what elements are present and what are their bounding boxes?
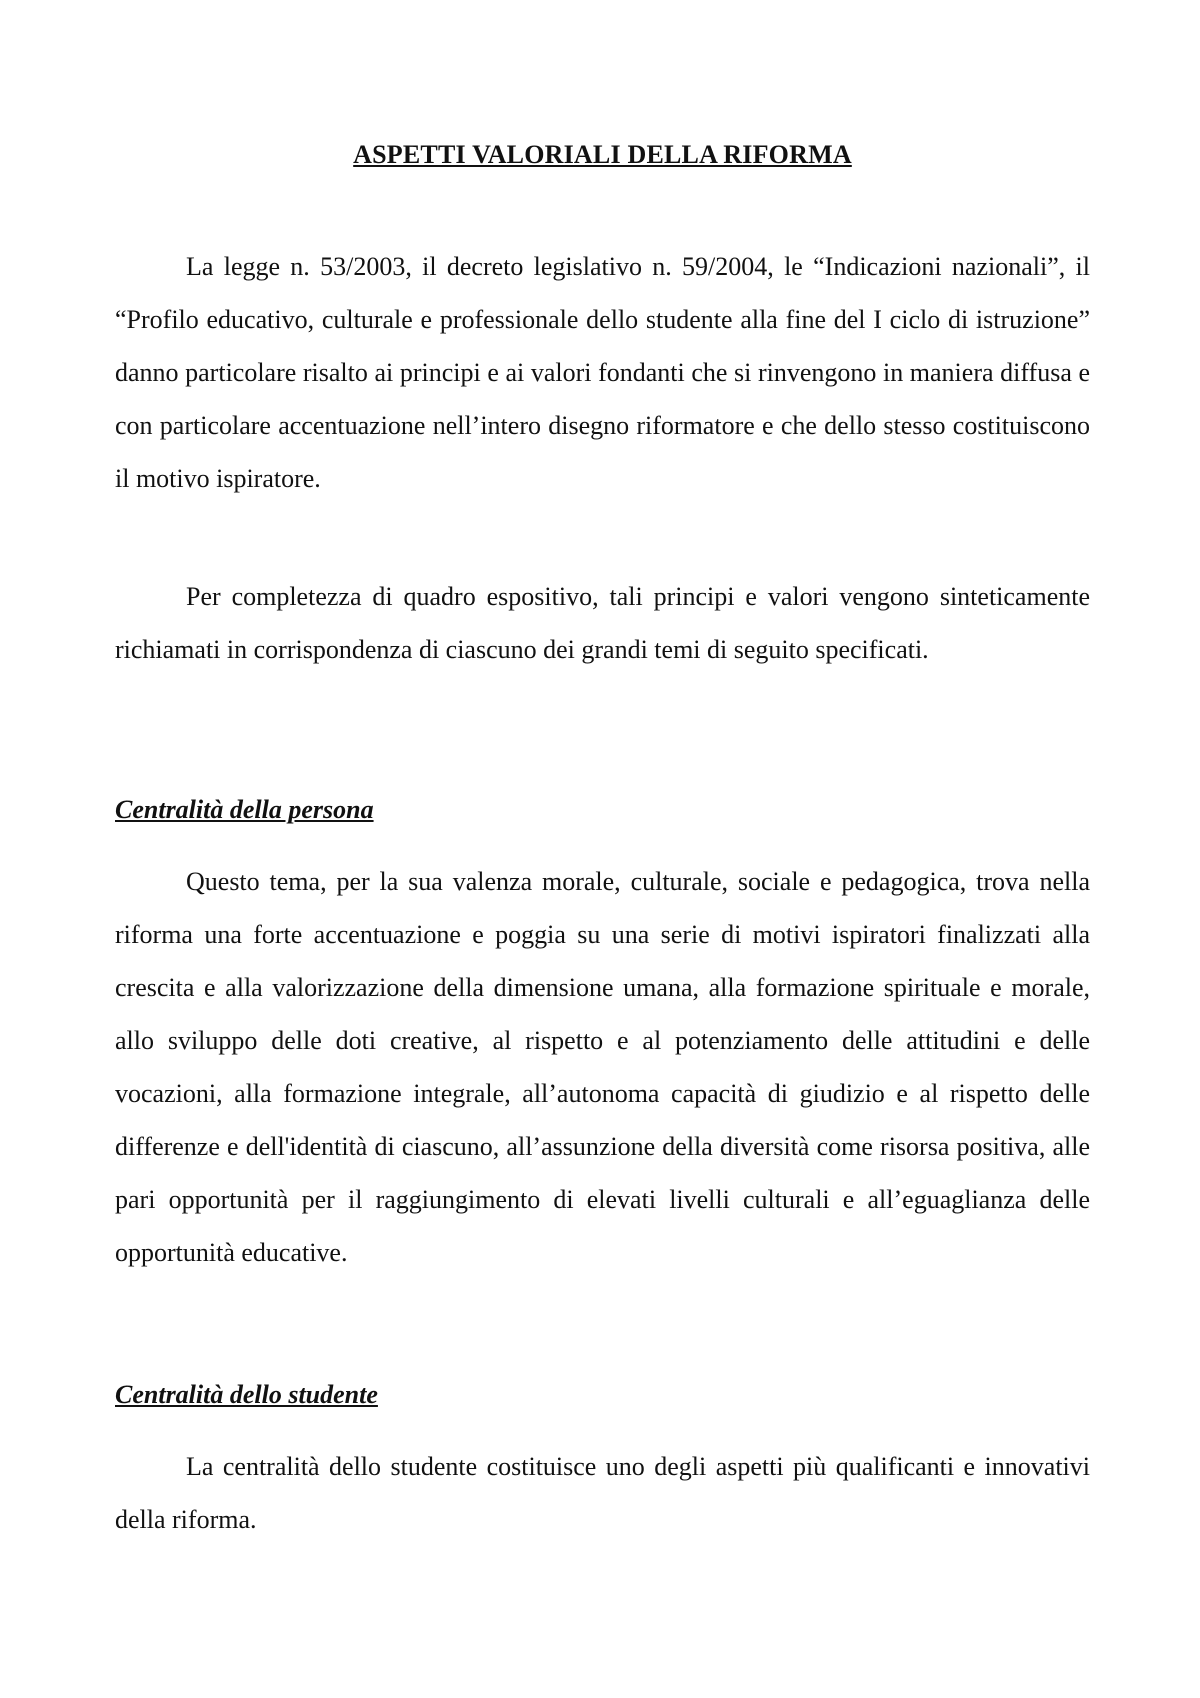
intro-paragraph-2: Per completezza di quadro espositivo, tali principi e valori vengono sinteticamente richiamati in corrispondenza di ciascuno dei grandi temi di seguito specificati.: [115, 582, 1090, 664]
section-body-centralita-studente: La centralità dello studente costituisce uno degli aspetti più qualificanti e innovativi della riforma.: [115, 1452, 1090, 1534]
section-heading-centralita-studente: Centralità dello studente: [115, 1380, 378, 1409]
section-heading-centralita-persona: Centralità della persona: [115, 795, 374, 824]
intro-paragraph-1: La legge n. 53/2003, il decreto legislativo n. 59/2004, le “Indicazioni nazionali”, il “Profilo educativo, culturale e professionale dello studente alla fine del I ciclo di istruzione” danno particolare risalto ai principi e ai valori fondanti che si rinvengono in maniera diffusa e con particolare accentuazione nell’intero disegno riformatore e che dello stesso costituiscono il motivo ispiratore.: [115, 252, 1090, 493]
section-body-centralita-persona: Questo tema, per la sua valenza morale, culturale, sociale e pedagogica, trova nella riforma una forte accentuazione e poggia su una serie di motivi ispiratori finalizzati alla crescita e alla valorizzazione della dimensione umana, alla formazione spirituale e morale, allo sviluppo delle doti creative, al rispetto e al potenziamento delle attitudini e delle vocazioni, alla formazione integrale, all’autonoma capacità di giudizio e al rispetto delle differenze e dell'identità di ciascuno, all’assunzione della diversità come risorsa positiva, alle pari opportunità per il raggiungimento di elevati livelli culturali e all’eguaglianza delle opportunità educative.: [115, 867, 1090, 1267]
document-title: ASPETTI VALORIALI DELLA RIFORMA: [353, 140, 852, 169]
